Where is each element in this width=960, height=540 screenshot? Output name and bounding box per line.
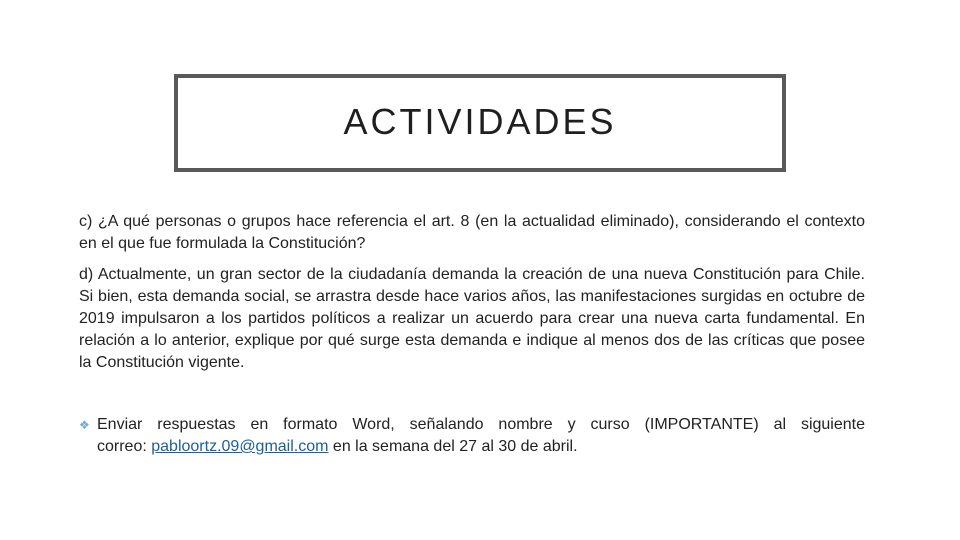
question-c: c) ¿A qué personas o grupos hace referencia el art. 8 (en la actualidad eliminado), considerando el contexto en el que fue formulada la Constitución? bbox=[79, 213, 865, 252]
email-suffix: en la semana del 27 al 30 de abril. bbox=[328, 438, 578, 455]
instructions-bullet bbox=[79, 414, 865, 458]
instructions-line-1 bbox=[79, 414, 865, 436]
instructions-text: Enviar respuestas en formato Word, señalando nombre y curso (IMPORTANTE) al siguiente bbox=[97, 416, 865, 433]
email-link[interactable]: pabloortz.09@gmail.com bbox=[151, 438, 329, 455]
diamond-bullet-icon: ❖ bbox=[79, 418, 90, 432]
page-title: ACTIVIDADES bbox=[343, 101, 617, 142]
title-box bbox=[174, 74, 786, 172]
email-prefix: correo: bbox=[97, 438, 152, 455]
instructions-line-2 bbox=[79, 436, 865, 458]
question-d: d) Actualmente, un gran sector de la ciudadanía demanda la creación de una nueva Constitución para Chile. Si bien, esta demanda social, se arrastra desde hace varios años, las manifestaciones surgidas en octubre de 2019 impulsaron a los partidos políticos a realizar un acuerdo para crear una nueva carta fundamental. En relación a lo anterior, explique por qué surge esta demanda e indique al menos dos de las críticas que posee la Constitución vigente. bbox=[79, 266, 865, 371]
